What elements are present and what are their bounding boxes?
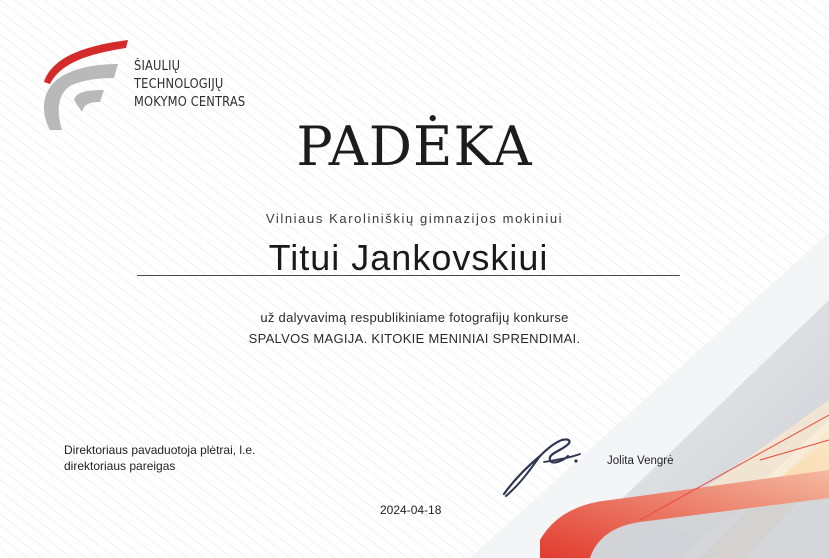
organization-line-1: ŠIAULIŲ bbox=[134, 59, 181, 74]
signer-name: Jolita Vengrė bbox=[607, 455, 674, 467]
signer-position-line-2: direktoriaus pareigas bbox=[64, 459, 176, 473]
award-reason: už dalyvavimą respublikiniame fotografijų konkurse bbox=[260, 310, 569, 325]
recipient-name: Titui Jankovskiui bbox=[268, 237, 549, 278]
signer-position-line-1: Direktoriaus pavaduotoja plėtrai, l.e. bbox=[64, 443, 256, 457]
contest-name: SPALVOS MAGIJA. KITOKIE MENINIAI SPRENDIMAI. bbox=[248, 331, 581, 346]
organization-line-3: MOKYMO CENTRAS bbox=[134, 95, 246, 110]
signer-position bbox=[64, 442, 255, 474]
school-line: Vilniaus Karoliniškių gimnazijos mokiniui bbox=[265, 211, 564, 226]
organization-name bbox=[134, 58, 245, 112]
name-underline bbox=[137, 275, 680, 276]
issue-date: 2024-04-18 bbox=[380, 503, 442, 517]
certificate-title: PADĖKA bbox=[296, 115, 533, 178]
handwritten-signature bbox=[500, 430, 600, 500]
organization-line-2: TECHNOLOGIJŲ bbox=[134, 77, 224, 92]
